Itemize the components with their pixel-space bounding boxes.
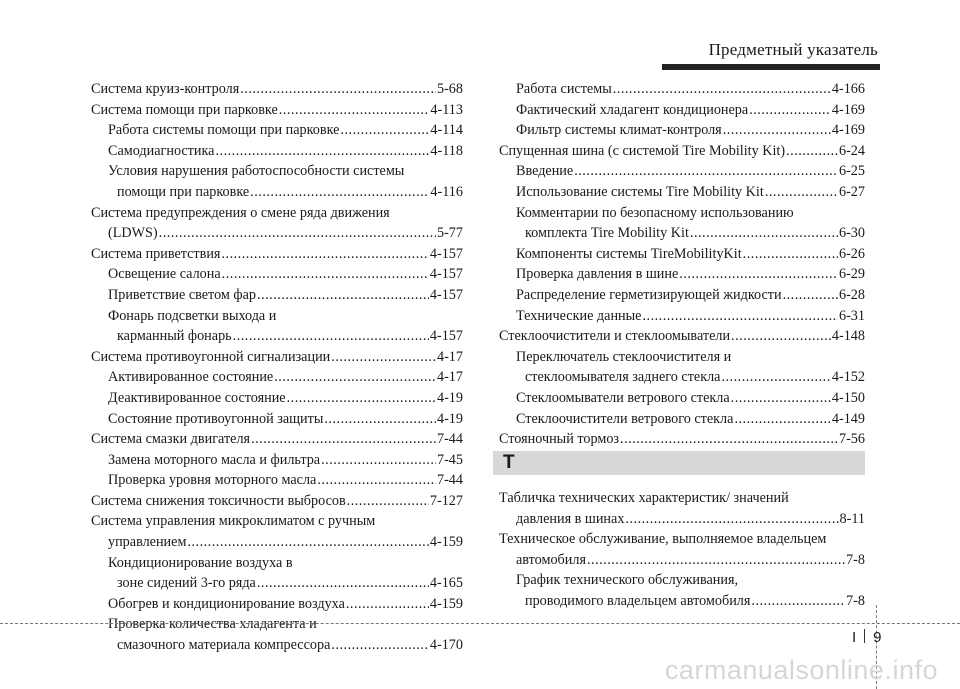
index-entry-text: Спущенная шина (с системой Tire Mobility Kit) <box>499 142 786 159</box>
dot-leader <box>751 591 845 612</box>
dot-leader <box>215 141 429 162</box>
index-entry-text: Освещение салона <box>108 266 221 283</box>
dot-leader <box>347 491 429 512</box>
index-entry-page[interactable]: 4-170 <box>429 637 463 654</box>
index-entry[interactable] <box>499 306 865 327</box>
footer-rule <box>0 623 960 624</box>
index-entry-page[interactable]: 4-166 <box>831 81 865 97</box>
index-entry[interactable] <box>91 532 463 553</box>
index-entry[interactable] <box>499 244 865 265</box>
index-entry-text: Техническое обслуживание, выполняемое владельцем <box>499 531 827 548</box>
index-entry-text: Использование системы Tire Mobility Kit <box>516 183 764 200</box>
index-entry[interactable] <box>91 347 463 368</box>
index-entry-page[interactable]: 4-114 <box>430 122 463 139</box>
index-entry-page[interactable]: 4-157 <box>429 286 463 303</box>
index-entry[interactable] <box>91 429 463 450</box>
index-entry[interactable] <box>499 591 865 612</box>
index-entry[interactable] <box>499 285 865 306</box>
index-entry-text: Работа системы помощи при парковке <box>108 122 340 139</box>
index-entry-page[interactable]: 4-148 <box>831 328 865 345</box>
index-entry-page[interactable]: 4-152 <box>831 369 865 386</box>
index-entry[interactable] <box>91 306 463 327</box>
dot-leader <box>221 244 428 265</box>
index-entry-page[interactable]: 4-116 <box>430 183 463 200</box>
index-entry-page[interactable]: 6-29 <box>838 266 865 283</box>
index-entry[interactable] <box>499 326 865 347</box>
index-entry[interactable] <box>499 570 865 591</box>
index-entry[interactable] <box>499 141 865 162</box>
index-entry-text: Система предупреждения о смене ряда движения <box>91 204 390 221</box>
index-entry-page[interactable]: 6-26 <box>838 245 865 262</box>
index-entry-text: График технического обслуживания, <box>516 572 739 589</box>
dot-leader <box>620 429 838 450</box>
dot-leader <box>340 120 429 141</box>
index-entry-page[interactable]: 4-169 <box>831 101 865 118</box>
index-column-right-section-t <box>499 488 865 612</box>
index-entry-text: Стояночный тормоз <box>499 431 620 448</box>
index-entry[interactable] <box>499 550 865 571</box>
index-entry[interactable] <box>499 367 865 388</box>
dot-leader <box>743 244 838 265</box>
dot-leader <box>642 306 838 327</box>
index-entry-text: комплекта Tire Mobility Kit <box>525 225 689 242</box>
index-entry[interactable] <box>499 509 865 530</box>
header-rule <box>662 64 880 70</box>
index-entry[interactable] <box>91 553 463 574</box>
dot-leader <box>731 326 831 347</box>
index-entry-text: Система управления микроклиматом с ручным <box>91 513 376 530</box>
dot-leader <box>783 285 838 306</box>
dot-leader <box>331 635 429 656</box>
index-entry-page[interactable]: 7-44 <box>436 472 463 489</box>
dot-leader <box>346 594 429 615</box>
index-entry-text: стеклоомывателя заднего стекла <box>525 369 721 386</box>
index-entry-page[interactable]: 7-127 <box>429 492 463 509</box>
dot-leader <box>587 550 845 571</box>
index-entry-text: Стеклоочистители ветрового стекла <box>516 410 734 427</box>
dot-leader <box>625 509 838 530</box>
index-entry-page[interactable]: 4-17 <box>436 348 463 365</box>
index-entry[interactable] <box>499 388 865 409</box>
index-entry-text: Табличка технических характеристик/ значений <box>499 490 789 506</box>
page-number <box>852 629 882 646</box>
index-entry[interactable] <box>499 100 865 121</box>
index-entry-text: Компоненты системы TireMobilityKit <box>516 245 742 262</box>
index-entry-page[interactable]: 4-17 <box>436 369 463 386</box>
index-column-right <box>499 79 865 470</box>
index-entry-page[interactable]: 6-30 <box>838 225 865 242</box>
index-entry-page[interactable]: 4-157 <box>429 266 463 283</box>
index-entry[interactable] <box>91 285 463 306</box>
index-entry-text: Система круиз-контроля <box>91 81 240 97</box>
index-entry-text: Стеклоомыватели ветрового стекла <box>516 389 730 406</box>
index-entry[interactable] <box>91 161 463 182</box>
index-entry[interactable] <box>499 488 865 509</box>
index-entry-text: Фактический хладагент кондиционера <box>516 101 749 118</box>
index-entry-page[interactable]: 8-11 <box>839 510 865 527</box>
index-entry-text: Фонарь подсветки выхода и <box>108 307 277 324</box>
index-entry-page[interactable]: 4-149 <box>831 410 865 427</box>
index-entry-text: зоне сидений 3-го ряда <box>117 575 256 592</box>
index-entry[interactable] <box>91 182 463 203</box>
index-entry-text: Проверка количества хладагента и <box>108 616 317 633</box>
dot-leader <box>679 264 838 285</box>
index-entry[interactable] <box>499 429 865 450</box>
index-entry[interactable] <box>91 573 463 594</box>
index-entry[interactable] <box>91 223 463 244</box>
index-entry[interactable] <box>499 79 865 100</box>
index-entry[interactable] <box>91 203 463 224</box>
dot-leader <box>690 223 838 244</box>
index-entry[interactable] <box>91 491 463 512</box>
footer-page-number: 9 <box>873 629 882 646</box>
dot-leader <box>159 223 436 244</box>
footer-separator <box>864 629 865 643</box>
dot-leader <box>222 264 429 285</box>
index-entry-text: Комментарии по безопасному использованию <box>516 204 794 221</box>
index-entry-page[interactable]: 4-150 <box>831 389 865 406</box>
index-entry[interactable] <box>499 120 865 141</box>
index-entry-text: Переключатель стеклоочистителя и <box>516 348 732 365</box>
index-entry[interactable] <box>499 264 865 285</box>
index-entry-text: Система помощи при парковке <box>91 101 278 118</box>
dot-leader <box>765 182 838 203</box>
dot-leader <box>734 409 830 430</box>
index-entry-page[interactable]: 7-8 <box>846 551 865 568</box>
page-header-title: Предметный указатель <box>708 40 878 59</box>
dot-leader <box>233 326 429 347</box>
section-letter: T <box>503 452 515 473</box>
index-entry[interactable] <box>91 594 463 615</box>
index-entry-text: давления в шинах <box>516 510 625 527</box>
index-entry-text: смазочного материала компрессора <box>117 637 331 654</box>
index-entry-text: Система снижения токсичности выбросов <box>91 492 346 509</box>
index-entry-page[interactable]: 6-27 <box>838 183 865 200</box>
dot-leader <box>731 388 831 409</box>
index-entry-page[interactable]: 7-45 <box>436 451 463 468</box>
index-entry[interactable] <box>499 409 865 430</box>
dot-leader <box>331 347 436 368</box>
index-entry-text: Состояние противоугонной защиты <box>108 410 324 427</box>
index-entry-text: Деактивированное состояние <box>108 389 286 406</box>
index-entry[interactable] <box>499 203 865 224</box>
index-entry-page[interactable]: 4-118 <box>430 142 463 159</box>
dot-leader <box>723 120 831 141</box>
index-entry[interactable] <box>91 264 463 285</box>
index-column-left <box>91 79 463 656</box>
index-entry[interactable] <box>499 223 865 244</box>
index-entry-page[interactable]: 4-159 <box>429 534 463 551</box>
index-entry-text: Система противоугонной сигнализации <box>91 348 331 365</box>
index-entry-page[interactable]: 6-25 <box>838 163 865 180</box>
dot-leader <box>721 367 830 388</box>
dot-leader <box>613 79 831 100</box>
index-entry-text: Распределение герметизирующей жидкости <box>516 286 782 303</box>
index-entry-text: Фильтр системы климат-контроля <box>516 122 722 139</box>
index-entry-text: Кондиционирование воздуха в <box>108 554 293 571</box>
dot-leader <box>317 470 436 491</box>
index-entry-text: Работа системы <box>516 81 612 97</box>
index-entry-page[interactable]: 4-165 <box>429 575 463 592</box>
dot-leader <box>321 450 436 471</box>
index-entry-page[interactable]: 4-157 <box>429 245 463 262</box>
index-entry-text: (LDWS) <box>108 225 158 242</box>
index-entry-page[interactable]: 4-159 <box>429 595 463 612</box>
dot-leader <box>279 100 430 121</box>
index-entry-page[interactable]: 4-19 <box>436 389 463 406</box>
dot-leader <box>251 429 436 450</box>
dot-leader <box>749 100 831 121</box>
index-entry[interactable] <box>91 79 463 100</box>
index-entry-text: Проверка уровня моторного масла <box>108 472 317 489</box>
dot-leader <box>257 285 429 306</box>
index-entry-text: Стеклоочистители и стеклоомыватели <box>499 328 731 345</box>
index-entry[interactable] <box>91 470 463 491</box>
index-entry-page[interactable]: 4-113 <box>430 101 463 118</box>
index-entry[interactable] <box>499 347 865 368</box>
index-entry[interactable] <box>91 409 463 430</box>
index-entry[interactable] <box>91 367 463 388</box>
index-entry-page[interactable]: 5-77 <box>436 225 463 242</box>
index-entry-page[interactable]: 4-169 <box>831 122 865 139</box>
watermark: carmanualsonline.info <box>664 655 938 685</box>
index-entry-text: помощи при парковке <box>117 183 250 200</box>
index-entry-text: Система смазки двигателя <box>91 431 251 448</box>
index-entry-page[interactable]: 4-157 <box>429 328 463 345</box>
dot-leader <box>786 141 838 162</box>
index-entry[interactable] <box>91 141 463 162</box>
index-entry[interactable] <box>499 529 865 550</box>
index-entry-text: Условия нарушения работоспособности системы <box>108 163 405 180</box>
index-entry-text: Приветствие светом фар <box>108 286 257 303</box>
index-entry-text: управлением <box>108 534 187 551</box>
dot-leader <box>324 409 436 430</box>
index-entry[interactable] <box>91 100 463 121</box>
index-entry-text: Введение <box>516 163 574 180</box>
index-entry[interactable] <box>91 450 463 471</box>
index-entry-page[interactable]: 6-24 <box>838 142 865 159</box>
dot-leader <box>240 79 436 100</box>
index-entry[interactable] <box>91 388 463 409</box>
index-entry-text: Самодиагностика <box>108 142 215 159</box>
dot-leader <box>257 573 429 594</box>
dot-leader <box>287 388 436 409</box>
index-entry-text: карманный фонарь <box>117 328 232 345</box>
dot-leader <box>574 161 838 182</box>
footer-section-letter: I <box>852 629 857 646</box>
index-entry[interactable] <box>91 614 463 635</box>
index-entry-page[interactable]: 5-68 <box>436 81 463 97</box>
index-entry-text: автомобиля <box>516 551 586 568</box>
index-entry-page[interactable]: 6-28 <box>838 286 865 303</box>
index-entry-page[interactable]: 7-56 <box>838 431 865 448</box>
index-entry-page[interactable]: 7-44 <box>436 431 463 448</box>
index-entry[interactable] <box>91 326 463 347</box>
index-entry-page[interactable]: 7-8 <box>846 592 865 609</box>
index-entry-page[interactable]: 4-19 <box>436 410 463 427</box>
index-entry-text: Активированное состояние <box>108 369 274 386</box>
index-entry[interactable] <box>91 244 463 265</box>
dot-leader <box>187 532 428 553</box>
dot-leader <box>274 367 436 388</box>
index-entry-text: Система приветствия <box>91 245 221 262</box>
section-header-t <box>493 451 865 475</box>
index-entry-page[interactable]: 6-31 <box>838 307 865 324</box>
index-entry-text: Проверка давления в шине <box>516 266 679 283</box>
index-entry-text: Обогрев и кондиционирование воздуха <box>108 595 345 612</box>
index-entry[interactable] <box>91 120 463 141</box>
dot-leader <box>250 182 429 203</box>
index-entry[interactable] <box>91 635 463 656</box>
index-entry-text: проводимого владельцем автомобиля <box>525 592 751 609</box>
index-entry-text: Технические данные <box>516 307 642 324</box>
index-entry-text: Замена моторного масла и фильтра <box>108 451 321 468</box>
index-entry[interactable] <box>499 161 865 182</box>
index-entry[interactable] <box>499 182 865 203</box>
index-entry[interactable] <box>91 511 463 532</box>
